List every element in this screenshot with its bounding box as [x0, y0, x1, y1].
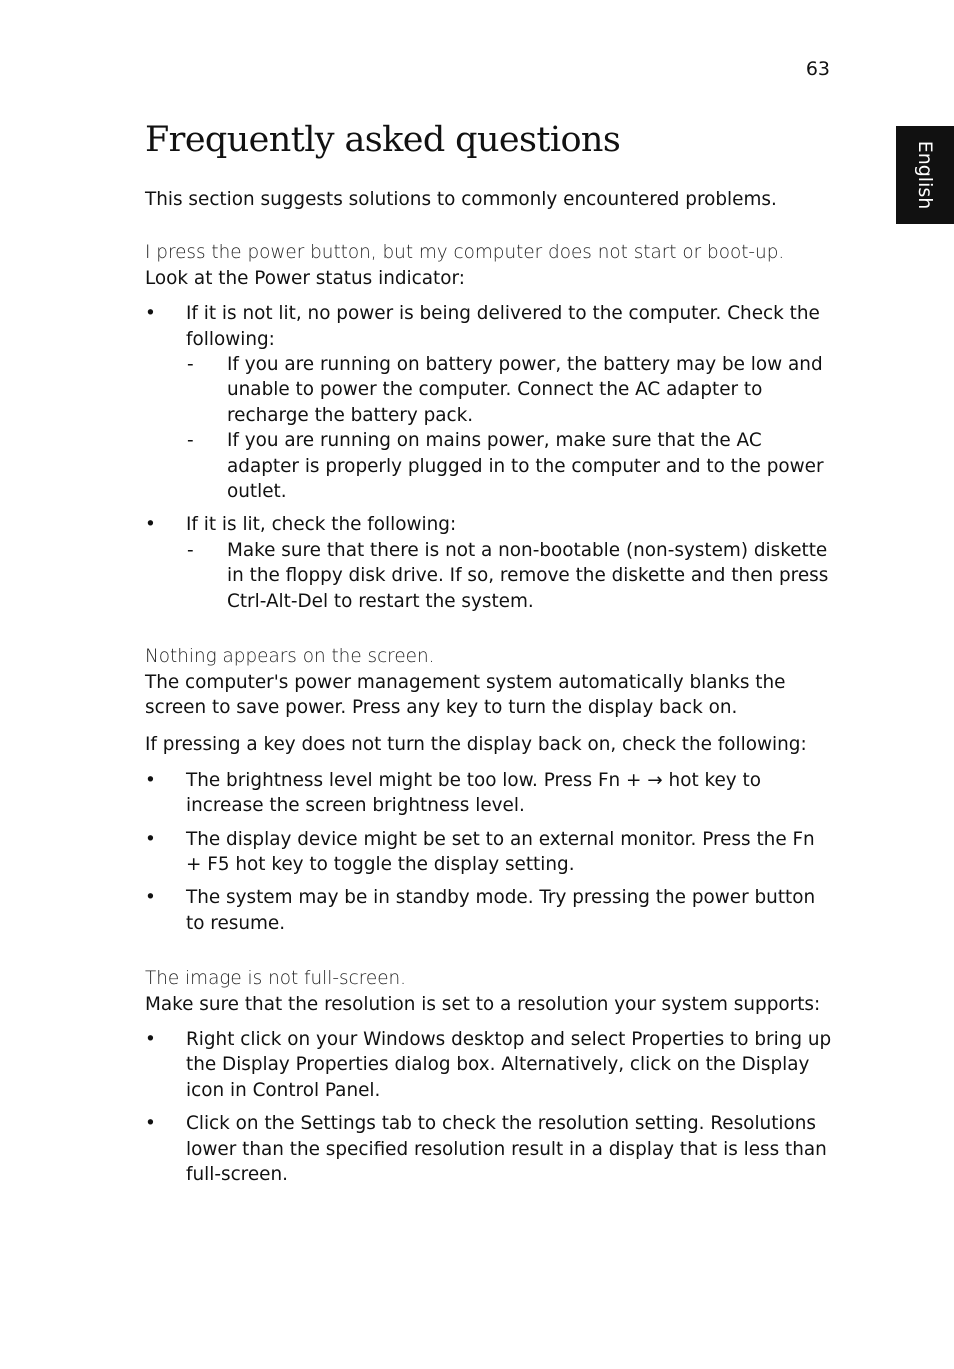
bullet-marker: •: [145, 303, 156, 325]
list-item-text: If it is not lit, no power is being delivered to the computer. Check the following:: [186, 303, 820, 350]
list-item: [145, 301, 835, 504]
faq-section-fullscreen: [145, 966, 835, 1187]
faq-answer: If pressing a key does not turn the display back on, check the following:: [145, 734, 807, 756]
list-item: [145, 1027, 835, 1103]
page-content: [145, 118, 835, 1187]
sub-list-item-text: Make sure that there is not a non-bootable (non-system) diskette in the floppy disk drive. If so, remove the diskette and then press Ctrl-Alt-Del to restart the system.: [227, 539, 829, 612]
list-item: [145, 512, 835, 614]
sub-list-item: [186, 538, 835, 614]
list-item-text: The brightness level might be too low. Press Fn + → hot key to increase the screen brightness level.: [186, 769, 762, 817]
page-title: Frequently asked questions: [145, 120, 621, 160]
faq-question: I press the power button, but my computer does not start or boot-up.: [145, 242, 785, 264]
faq-section-power: [145, 240, 835, 614]
bullet-marker: •: [145, 769, 156, 791]
bullet-marker: •: [145, 1028, 156, 1050]
faq-section-screen: [145, 644, 835, 936]
faq-answer: The computer's power management system automatically blanks the screen to save power. Press any key to turn the display back on.: [145, 671, 786, 718]
faq-answer: Make sure that the resolution is set to a resolution your system supports:: [145, 993, 821, 1015]
bullet-marker: •: [145, 887, 156, 909]
sub-list-item: [186, 428, 835, 504]
bullet-marker: •: [145, 514, 156, 536]
list-item-text: If it is lit, check the following:: [186, 514, 457, 536]
dash-marker: -: [187, 539, 194, 561]
bullet-list: [145, 768, 835, 936]
page-number: 63: [805, 58, 830, 80]
sub-list-item: [186, 352, 835, 428]
dash-marker: -: [187, 430, 194, 452]
sub-list: [186, 352, 835, 504]
bullet-list: [145, 301, 835, 614]
list-item-text: The display device might be set to an external monitor. Press the Fn + F5 hot key to toggle the display setting.: [186, 828, 815, 875]
list-item: [145, 827, 835, 878]
list-item: [145, 768, 835, 819]
bullet-marker: •: [145, 828, 156, 850]
sub-list-item-text: If you are running on mains power, make sure that the AC adapter is properly plugged in to the computer and to the power outlet.: [227, 430, 824, 503]
language-tab: [896, 126, 954, 224]
list-item: [145, 885, 835, 936]
language-tab-label: English: [914, 140, 936, 210]
bullet-marker: •: [145, 1113, 156, 1135]
list-item-text: The system may be in standby mode. Try pressing the power button to resume.: [186, 887, 816, 934]
sub-list-item-text: If you are running on battery power, the battery may be low and unable to power the computer. Connect the AC adapter to recharge the battery pack.: [227, 354, 823, 426]
sub-list: [186, 538, 835, 614]
list-item-text: Right click on your Windows desktop and select Properties to bring up the Display Properties dialog box. Alternatively, click on the Display icon in Control Panel.: [186, 1028, 832, 1101]
faq-question: The image is not full-screen.: [145, 968, 407, 990]
list-item-text: Click on the Settings tab to check the resolution setting. Resolutions lower than the specified resolution result in a display that is less than full-screen.: [186, 1113, 827, 1185]
list-item: [145, 1111, 835, 1187]
faq-question: Nothing appears on the screen.: [145, 646, 435, 668]
faq-answer: Look at the Power status indicator:: [145, 267, 465, 289]
intro-text: This section suggests solutions to commonly encountered problems.: [145, 189, 777, 210]
dash-marker: -: [187, 354, 194, 376]
bullet-list: [145, 1027, 835, 1187]
